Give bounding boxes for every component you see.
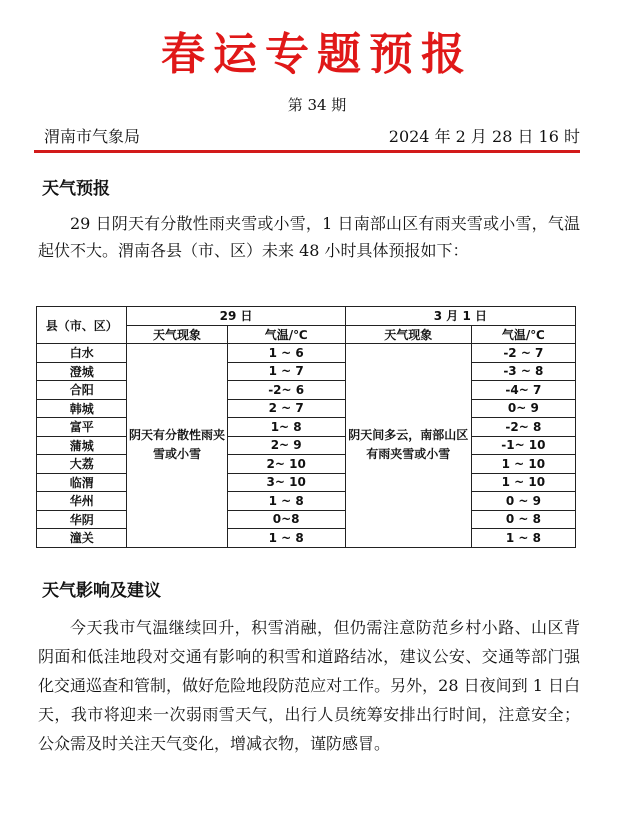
table-row [37, 529, 576, 548]
day2-temp: 1 ~ 10 [471, 473, 575, 492]
day2-temp: -1~ 10 [471, 436, 575, 455]
day1-temp: 0~8 [227, 510, 345, 529]
table-row [37, 492, 576, 511]
day1-temp: 2~ 10 [227, 455, 345, 474]
day2-temp: -2 ~ 7 [471, 344, 575, 363]
day1-temp: 3~ 10 [227, 473, 345, 492]
county-name: 大荔 [37, 455, 127, 474]
day1-temp: 1 ~ 7 [227, 362, 345, 381]
table-row [37, 436, 576, 455]
issue-datetime: 2024 年 2 月 28 日 16 时 [388, 127, 580, 146]
day2-temp: 1 ~ 8 [471, 529, 575, 548]
day1-temp: 1 ~ 6 [227, 344, 345, 363]
table-row [37, 399, 576, 418]
county-name: 华阴 [37, 510, 127, 529]
header-divider [34, 150, 580, 153]
day2-temp: -2~ 8 [471, 418, 575, 437]
day2-temp-header: 气温/℃ [471, 325, 575, 344]
day1-temp-header: 气温/℃ [227, 325, 345, 344]
day1-temp: -2~ 6 [227, 381, 345, 400]
table-row [37, 473, 576, 492]
day1-header: 29 日 [127, 307, 345, 326]
section-heading-forecast: 天气预报 [42, 179, 110, 199]
issuing-agency: 渭南市气象局 [44, 127, 141, 146]
day2-temp: -4~ 7 [471, 381, 575, 400]
day2-temp: 1 ~ 10 [471, 455, 575, 474]
day2-temp: 0 ~ 9 [471, 492, 575, 511]
day2-phenomenon-header: 天气现象 [345, 325, 471, 344]
table-row [37, 510, 576, 529]
forecast-paragraph: 29 日阴天有分散性雨夹雪或小雪，1 日南部山区有雨夹雪或小雪，气温起伏不大。渭南各县（市、区）未来 48 小时具体预报如下： [38, 214, 580, 260]
county-name: 韩城 [37, 399, 127, 418]
county-name: 临渭 [37, 473, 127, 492]
table-row [37, 418, 576, 437]
day2-header: 3 月 1 日 [345, 307, 575, 326]
county-name: 白水 [37, 344, 127, 363]
day1-phenomenon-header: 天气现象 [127, 325, 227, 344]
day1-temp: 1 ~ 8 [227, 529, 345, 548]
day1-temp: 1 ~ 8 [227, 492, 345, 511]
county-forecast-table [36, 306, 576, 548]
table-header-row [37, 307, 576, 326]
day2-temp: 0~ 9 [471, 399, 575, 418]
county-header: 县（市、区） [37, 307, 127, 344]
day2-phenomenon: 阴天间多云，南部山区有雨夹雪或小雪 [345, 344, 471, 548]
county-name: 澄城 [37, 362, 127, 381]
table-row [37, 344, 576, 363]
issue-number: 第 34 期 [287, 96, 347, 114]
day2-temp: 0 ~ 8 [471, 510, 575, 529]
impact-paragraph: 今天我市气温继续回升，积雪消融，但仍需注意防范乡村小路、山区背阴面和低洼地段对交通有影响的积雪和道路结冰，建议公安、交通等部门强化交通巡查和管制，做好危险地段防范应对工作。另外，28 日夜间到 1 日白天，我市将迎来一次弱雨雪天气，出行人员统筹安排出行时间，注意安全；公众需及时关注天气变化，增减衣物，谨防感冒。 [38, 618, 580, 753]
table-row [37, 362, 576, 381]
day1-temp: 1~ 8 [227, 418, 345, 437]
day1-temp: 2~ 9 [227, 436, 345, 455]
day1-temp: 2 ~ 7 [227, 399, 345, 418]
table-row [37, 381, 576, 400]
county-name: 富平 [37, 418, 127, 437]
day1-phenomenon: 阴天有分散性雨夹雪或小雪 [127, 344, 227, 548]
day2-temp: -3 ~ 8 [471, 362, 575, 381]
county-name: 蒲城 [37, 436, 127, 455]
county-name: 华州 [37, 492, 127, 511]
section-heading-impact: 天气影响及建议 [42, 581, 161, 601]
county-name: 潼关 [37, 529, 127, 548]
county-name: 合阳 [37, 381, 127, 400]
masthead-title: 春运专题预报 [161, 29, 473, 80]
table-row [37, 455, 576, 474]
